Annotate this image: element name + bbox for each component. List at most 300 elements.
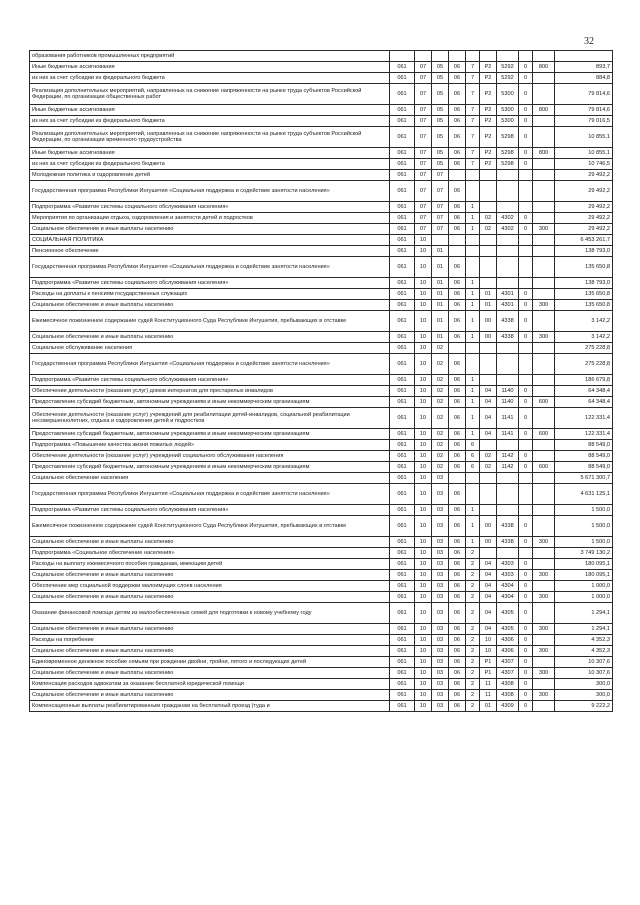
section-code: 07: [415, 181, 432, 202]
table-row: [30, 311, 613, 332]
event-code: Р2: [480, 148, 497, 159]
reserve-code: 0: [519, 559, 533, 570]
section-code: 10: [415, 603, 432, 624]
subsection-code: 03: [432, 690, 449, 701]
table-row: [30, 213, 613, 224]
amount: 122 331,4: [555, 408, 613, 429]
direction-code: 5292: [497, 62, 519, 73]
expense-type-code: [533, 170, 555, 181]
line-name: Расходы на доплаты к пенсиям государственных служащих: [30, 289, 390, 300]
event-code: 04: [480, 408, 497, 429]
subprogram-code: 2: [466, 592, 480, 603]
event-code: Р1: [480, 657, 497, 668]
ministry-code: 061: [390, 246, 415, 257]
direction-code: 4306: [497, 646, 519, 657]
expense-type-code: [533, 375, 555, 386]
amount: 300,0: [555, 679, 613, 690]
program-code: 06: [449, 386, 466, 397]
ministry-code: 061: [390, 559, 415, 570]
amount: 1 500,0: [555, 537, 613, 548]
direction-code: 4307: [497, 657, 519, 668]
subprogram-code: 1: [466, 537, 480, 548]
reserve-code: 0: [519, 603, 533, 624]
subsection-code: 07: [432, 213, 449, 224]
subsection-code: 01: [432, 289, 449, 300]
expense-type-code: [533, 235, 555, 246]
subsection-code: 03: [432, 657, 449, 668]
section-code: 10: [415, 473, 432, 484]
program-code: 06: [449, 701, 466, 712]
subprogram-code: 1: [466, 202, 480, 213]
program-code: 06: [449, 73, 466, 84]
event-code: Р2: [480, 105, 497, 116]
ministry-code: 061: [390, 635, 415, 646]
subsection-code: 03: [432, 581, 449, 592]
event-code: 04: [480, 559, 497, 570]
subprogram-code: 1: [466, 278, 480, 289]
event-code: [480, 170, 497, 181]
amount: 180 095,1: [555, 570, 613, 581]
direction-code: 4338: [497, 311, 519, 332]
direction-code: 4306: [497, 635, 519, 646]
table-row: [30, 570, 613, 581]
program-code: [449, 170, 466, 181]
section-code: 10: [415, 343, 432, 354]
line-name: Подпрограмма «Повышение качества жизни пожилых людей»: [30, 440, 390, 451]
reserve-code: [519, 170, 533, 181]
subprogram-code: 2: [466, 559, 480, 570]
reserve-code: [519, 505, 533, 516]
subsection-code: 01: [432, 278, 449, 289]
reserve-code: 0: [519, 386, 533, 397]
program-code: 06: [449, 181, 466, 202]
table-row: [30, 451, 613, 462]
subsection-code: 03: [432, 592, 449, 603]
program-code: 06: [449, 257, 466, 278]
reserve-code: 0: [519, 635, 533, 646]
reserve-code: 0: [519, 668, 533, 679]
ministry-code: 061: [390, 668, 415, 679]
direction-code: [497, 505, 519, 516]
amount: 9 222,2: [555, 701, 613, 712]
subsection-code: 01: [432, 257, 449, 278]
ministry-code: 061: [390, 484, 415, 505]
reserve-code: 0: [519, 289, 533, 300]
ministry-code: 061: [390, 657, 415, 668]
ministry-code: 061: [390, 116, 415, 127]
amount: 88 549,0: [555, 451, 613, 462]
amount: 88 549,0: [555, 440, 613, 451]
program-code: 06: [449, 300, 466, 311]
subsection-code: 05: [432, 159, 449, 170]
event-code: 02: [480, 213, 497, 224]
ministry-code: 061: [390, 224, 415, 235]
amount: 6 453 261,7: [555, 235, 613, 246]
expense-type-code: [533, 386, 555, 397]
subsection-code: 07: [432, 202, 449, 213]
table-row: [30, 559, 613, 570]
amount: 29 492,2: [555, 224, 613, 235]
line-name: Социальное обеспечение и иные выплаты населению: [30, 224, 390, 235]
reserve-code: 0: [519, 84, 533, 105]
direction-code: 4309: [497, 701, 519, 712]
subprogram-code: [466, 473, 480, 484]
section-code: [415, 51, 432, 62]
table-row: [30, 484, 613, 505]
amount: 5 671 300,7: [555, 473, 613, 484]
table-row: [30, 624, 613, 635]
expense-type-code: [533, 159, 555, 170]
subprogram-code: 7: [466, 116, 480, 127]
subprogram-code: 1: [466, 386, 480, 397]
section-code: 10: [415, 679, 432, 690]
section-code: 07: [415, 170, 432, 181]
expense-type-code: 300: [533, 332, 555, 343]
amount: 180 095,1: [555, 559, 613, 570]
ministry-code: 061: [390, 300, 415, 311]
table-row: [30, 397, 613, 408]
program-code: 06: [449, 159, 466, 170]
line-name: Предоставление субсидий бюджетным, автономным учреждениям и иным некоммерческим организациям: [30, 429, 390, 440]
amount: 1 294,1: [555, 603, 613, 624]
reserve-code: 0: [519, 105, 533, 116]
subsection-code: 03: [432, 646, 449, 657]
direction-code: 1140: [497, 386, 519, 397]
program-code: 06: [449, 278, 466, 289]
event-code: 00: [480, 332, 497, 343]
program-code: [449, 473, 466, 484]
subsection-code: 05: [432, 73, 449, 84]
section-code: 07: [415, 202, 432, 213]
subsection-code: 05: [432, 84, 449, 105]
table-row: [30, 181, 613, 202]
section-code: 10: [415, 429, 432, 440]
line-name: Ежемесячное пожизненное содержание судей Конституционного Суда Республики Ингушетия, пребывающих в отставке: [30, 311, 390, 332]
subsection-code: 02: [432, 354, 449, 375]
direction-code: [497, 484, 519, 505]
subprogram-code: [466, 354, 480, 375]
program-code: 06: [449, 84, 466, 105]
event-code: [480, 278, 497, 289]
subprogram-code: 2: [466, 570, 480, 581]
reserve-code: [519, 473, 533, 484]
direction-code: 5300: [497, 84, 519, 105]
direction-code: [497, 257, 519, 278]
expense-type-code: 300: [533, 224, 555, 235]
amount: 79 814,6: [555, 105, 613, 116]
direction-code: 5292: [497, 73, 519, 84]
amount: 10 855,1: [555, 127, 613, 148]
reserve-code: 0: [519, 148, 533, 159]
amount: 4 352,3: [555, 646, 613, 657]
line-name: Государственная программа Республики Ингушетия «Социальная поддержка и содействие занятости населения»: [30, 354, 390, 375]
section-code: 10: [415, 440, 432, 451]
subprogram-code: 7: [466, 148, 480, 159]
table-row: [30, 84, 613, 105]
section-code: 07: [415, 148, 432, 159]
budget-table: [29, 50, 613, 712]
direction-code: 4304: [497, 592, 519, 603]
reserve-code: [519, 548, 533, 559]
program-code: [449, 51, 466, 62]
line-name: Подпрограмма «Развитие системы социального обслуживания населения»: [30, 505, 390, 516]
line-name: Реализация дополнительных мероприятий, направленных на снижение напряженности на рынке труда субъектов Российской Федерации, по организации общественных работ: [30, 84, 390, 105]
event-code: 04: [480, 603, 497, 624]
table-row: [30, 679, 613, 690]
subprogram-code: [466, 343, 480, 354]
event-code: [480, 257, 497, 278]
table-row: [30, 668, 613, 679]
expense-type-code: [533, 246, 555, 257]
line-name: Подпрограмма «Социальное обеспечение населения»: [30, 548, 390, 559]
direction-code: 4338: [497, 516, 519, 537]
ministry-code: 061: [390, 603, 415, 624]
direction-code: 1142: [497, 462, 519, 473]
program-code: 06: [449, 516, 466, 537]
line-name: из них за счет субсидии из федерального бюджета: [30, 116, 390, 127]
subsection-code: 03: [432, 559, 449, 570]
program-code: 06: [449, 311, 466, 332]
reserve-code: 0: [519, 516, 533, 537]
section-code: 07: [415, 62, 432, 73]
direction-code: 4308: [497, 690, 519, 701]
program-code: [449, 246, 466, 257]
table-row: [30, 300, 613, 311]
section-code: 07: [415, 84, 432, 105]
ministry-code: 061: [390, 332, 415, 343]
program-code: 06: [449, 224, 466, 235]
line-name: Обеспечение мер социальной поддержки малоимущих слоев населения: [30, 581, 390, 592]
ministry-code: 061: [390, 679, 415, 690]
reserve-code: [519, 181, 533, 202]
section-code: 10: [415, 484, 432, 505]
program-code: 06: [449, 690, 466, 701]
ministry-code: 061: [390, 354, 415, 375]
direction-code: 4305: [497, 624, 519, 635]
program-code: 06: [449, 484, 466, 505]
line-name: Пенсионное обеспечение: [30, 246, 390, 257]
table-row: [30, 429, 613, 440]
section-code: 10: [415, 570, 432, 581]
event-code: [480, 473, 497, 484]
section-code: 10: [415, 451, 432, 462]
amount: 79 814,6: [555, 84, 613, 105]
subsection-code: 07: [432, 181, 449, 202]
expense-type-code: [533, 679, 555, 690]
subprogram-code: 2: [466, 548, 480, 559]
amount: 1 500,0: [555, 505, 613, 516]
expense-type-code: [533, 505, 555, 516]
line-name: Социальное обеспечение и иные выплаты населению: [30, 570, 390, 581]
event-code: [480, 235, 497, 246]
program-code: 06: [449, 624, 466, 635]
expense-type-code: [533, 51, 555, 62]
event-code: [480, 202, 497, 213]
program-code: 06: [449, 62, 466, 73]
reserve-code: [519, 375, 533, 386]
direction-code: 5300: [497, 116, 519, 127]
direction-code: 1141: [497, 408, 519, 429]
event-code: 04: [480, 397, 497, 408]
direction-code: 4302: [497, 213, 519, 224]
ministry-code: 061: [390, 473, 415, 484]
program-code: 06: [449, 213, 466, 224]
expense-type-code: 300: [533, 690, 555, 701]
subsection-code: 03: [432, 484, 449, 505]
program-code: 06: [449, 581, 466, 592]
line-name: Молодежная политика и оздоровление детей: [30, 170, 390, 181]
table-row: [30, 73, 613, 84]
expense-type-code: [533, 343, 555, 354]
program-code: 06: [449, 116, 466, 127]
reserve-code: 0: [519, 213, 533, 224]
amount: 1 000,0: [555, 592, 613, 603]
ministry-code: 061: [390, 624, 415, 635]
subsection-code: 03: [432, 473, 449, 484]
table-row: [30, 127, 613, 148]
line-name: Социальное обеспечение и иные выплаты населению: [30, 624, 390, 635]
subsection-code: 02: [432, 397, 449, 408]
subsection-code: 03: [432, 679, 449, 690]
subsection-code: 03: [432, 537, 449, 548]
subsection-code: 03: [432, 624, 449, 635]
expense-type-code: [533, 84, 555, 105]
event-code: 04: [480, 386, 497, 397]
subprogram-code: 1: [466, 429, 480, 440]
program-code: 06: [449, 603, 466, 624]
reserve-code: 0: [519, 224, 533, 235]
expense-type-code: [533, 701, 555, 712]
table-row: [30, 332, 613, 343]
event-code: Р2: [480, 62, 497, 73]
reserve-code: [519, 246, 533, 257]
expense-type-code: 300: [533, 646, 555, 657]
ministry-code: 061: [390, 690, 415, 701]
section-code: 10: [415, 354, 432, 375]
subsection-code: 02: [432, 429, 449, 440]
expense-type-code: 300: [533, 624, 555, 635]
section-code: 10: [415, 375, 432, 386]
table-row: [30, 635, 613, 646]
reserve-code: [519, 257, 533, 278]
line-name: Социальное обеспечение и иные выплаты населению: [30, 592, 390, 603]
program-code: 06: [449, 408, 466, 429]
section-code: 10: [415, 289, 432, 300]
event-code: 01: [480, 289, 497, 300]
section-code: 10: [415, 581, 432, 592]
section-code: 10: [415, 690, 432, 701]
expense-type-code: [533, 451, 555, 462]
reserve-code: 0: [519, 570, 533, 581]
direction-code: 1141: [497, 429, 519, 440]
ministry-code: 061: [390, 397, 415, 408]
table-row: [30, 701, 613, 712]
subprogram-code: [466, 257, 480, 278]
program-code: 06: [449, 332, 466, 343]
expense-type-code: [533, 635, 555, 646]
event-code: 01: [480, 300, 497, 311]
section-code: 07: [415, 224, 432, 235]
direction-code: 4338: [497, 537, 519, 548]
subsection-code: 03: [432, 668, 449, 679]
ministry-code: 061: [390, 213, 415, 224]
expense-type-code: 600: [533, 397, 555, 408]
subsection-code: 02: [432, 386, 449, 397]
subprogram-code: [466, 235, 480, 246]
line-name: Государственная программа Республики Ингушетия «Социальная поддержка и содействие занятости населения»: [30, 484, 390, 505]
program-code: 06: [449, 657, 466, 668]
ministry-code: 061: [390, 429, 415, 440]
table-row: [30, 235, 613, 246]
section-code: 10: [415, 516, 432, 537]
section-code: 10: [415, 701, 432, 712]
table-row: [30, 690, 613, 701]
subprogram-code: 7: [466, 159, 480, 170]
subprogram-code: 1: [466, 289, 480, 300]
event-code: 02: [480, 224, 497, 235]
line-name: Единовременное денежное пособие семьям при рождении двойни, тройни, пятого и последующих детей: [30, 657, 390, 668]
table-row: [30, 224, 613, 235]
expense-type-code: 800: [533, 62, 555, 73]
direction-code: 5300: [497, 105, 519, 116]
expense-type-code: [533, 603, 555, 624]
program-code: 06: [449, 202, 466, 213]
direction-code: 4307: [497, 668, 519, 679]
section-code: 10: [415, 505, 432, 516]
subprogram-code: 2: [466, 635, 480, 646]
program-code: 06: [449, 505, 466, 516]
expense-type-code: [533, 311, 555, 332]
amount: 29 492,2: [555, 213, 613, 224]
program-code: 06: [449, 451, 466, 462]
table-row: [30, 159, 613, 170]
ministry-code: 061: [390, 537, 415, 548]
direction-code: 4301: [497, 289, 519, 300]
table-row: [30, 462, 613, 473]
amount: 10 746,5: [555, 159, 613, 170]
amount: 64 348,4: [555, 397, 613, 408]
direction-code: [497, 181, 519, 202]
program-code: [449, 235, 466, 246]
expense-type-code: [533, 581, 555, 592]
line-name: Иные бюджетные ассигнования: [30, 62, 390, 73]
amount: 135 650,8: [555, 257, 613, 278]
subprogram-code: 1: [466, 300, 480, 311]
section-code: 10: [415, 278, 432, 289]
expense-type-code: 300: [533, 570, 555, 581]
line-name: образования работников промышленных предприятий: [30, 51, 390, 62]
subsection-code: 03: [432, 635, 449, 646]
subsection-code: 07: [432, 224, 449, 235]
program-code: 06: [449, 127, 466, 148]
ministry-code: 061: [390, 148, 415, 159]
ministry-code: 061: [390, 408, 415, 429]
subsection-code: 03: [432, 548, 449, 559]
ministry-code: 061: [390, 62, 415, 73]
subprogram-code: 1: [466, 516, 480, 537]
subprogram-code: 2: [466, 668, 480, 679]
section-code: 07: [415, 213, 432, 224]
reserve-code: 0: [519, 592, 533, 603]
table-row: [30, 440, 613, 451]
amount: 893,7: [555, 62, 613, 73]
event-code: [480, 51, 497, 62]
amount: 29 492,2: [555, 170, 613, 181]
event-code: [480, 354, 497, 375]
expense-type-code: [533, 408, 555, 429]
section-code: 10: [415, 386, 432, 397]
line-name: Реализация дополнительных мероприятий, направленных на снижение напряженности на рынке труда субъектов Российской Федерации, по организации временного трудоустройства: [30, 127, 390, 148]
